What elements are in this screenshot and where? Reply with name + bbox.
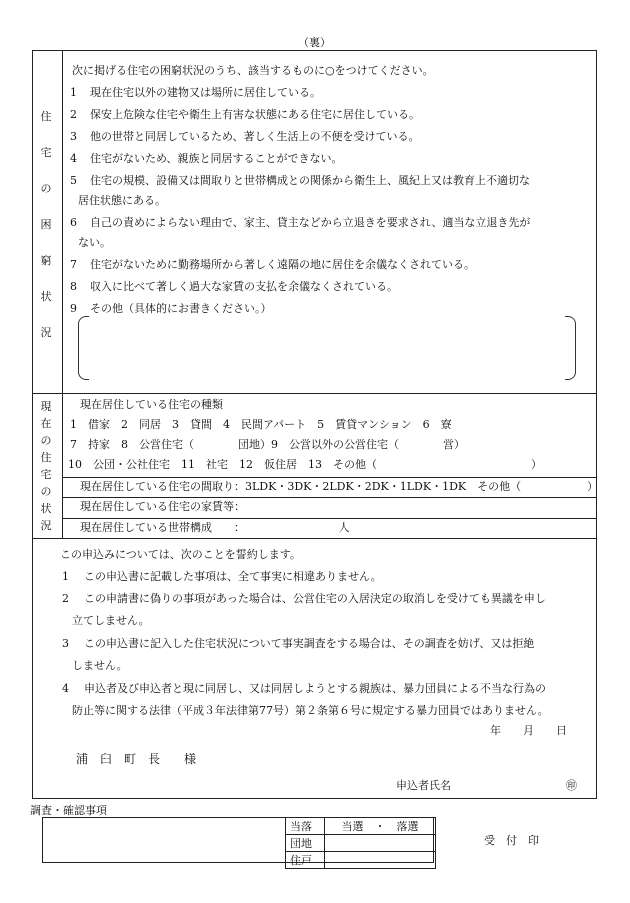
label-char: 在 [40,417,52,430]
survey-section-label: 調査・確認事項 [30,804,107,817]
pledge-item-text: この申込書に記載した事項は、全て事実に相違ありません。 [84,570,382,583]
seal-mark: ㊞ [566,779,577,792]
pledge-item-number: 2 [62,592,69,605]
label-char: 状 [40,290,52,303]
survey-row-value[interactable] [325,852,436,869]
applicant-name-label: 申込者氏名 [396,779,451,792]
hardship-item-number[interactable]: 6 [70,216,77,229]
pledge-item-number: 1 [62,570,69,583]
hardship-item-number[interactable]: 2 [70,108,77,121]
hardship-item-text: 保安上危険な住宅や衛生上有害な状態にある住宅に居住している。 [90,108,420,121]
hardship-item-number[interactable]: 8 [70,280,77,293]
survey-table [285,817,436,869]
pledge-item-number: 4 [62,682,69,695]
pledge-item-continuation: 防止等に関する法律（平成３年法律第77号）第２条第６号に規定する暴力団員ではありません。 [72,704,549,717]
label-char: の [40,182,52,195]
survey-row-head: 当落 [286,818,325,835]
pledge-item-text: この申請書に偽りの事項があった場合は、公営住宅の入居決定の取消しを受けても異議を申し [84,592,546,605]
label-char: 困 [40,218,52,231]
column-divider [62,50,63,394]
hardship-item-number[interactable]: 7 [70,258,77,271]
current-housing-label [36,398,56,534]
label-char: 状 [40,502,52,515]
survey-row-value[interactable] [325,835,436,852]
applicant-name-field[interactable] [460,778,560,793]
hardship-item-text: 自己の責めによらない理由で、家主、貸主などから立退きを要求され、適当な立退き先が [90,216,531,229]
label-char: 窮 [40,254,52,267]
pledge-item-text: 申込者及び申込者と現に同居し、又は同居しようとする親族は、暴力団員による不当な行為の [84,682,546,695]
page-title: （裏） [298,36,331,49]
label-char: 現 [40,400,52,413]
hardship-item-text: 収入に比べて著しく過大な家賃の支払を余儀なくされている。 [90,280,398,293]
label-char: 住 [40,451,52,464]
survey-row [286,835,436,852]
label-char: 況 [40,326,52,339]
hardship-item-number[interactable]: 4 [70,152,77,165]
label-char: 況 [40,519,52,532]
row-divider [62,518,597,519]
housing-type-title: 現在居住している住宅の種類 [80,398,223,411]
survey-row [286,852,436,869]
pledge-item-continuation: 立てしません。 [72,614,150,627]
label-char: 宅 [40,146,52,159]
hardship-item-number[interactable]: 3 [70,130,77,143]
survey-row-head: 住戸 [286,852,325,869]
household-row: 現在居住している世帯構成 ： 人 [80,521,350,534]
addressee: 浦 臼 町 長 様 [76,752,197,766]
hardship-item-continuation: 居住状態にある。 [78,194,166,207]
label-char: 宅 [40,468,52,481]
hardship-intro: 次に掲げる住宅の困窮状況のうち、該当するものに○をつけてください。 [72,64,434,77]
other-details-field[interactable] [90,318,560,376]
hardship-item-text: その他（具体的にお書きください。） [90,302,272,315]
pledge-item-text: この申込書に記入した住宅状況について事実調査をする場合は、その調査を妨げ、又は拒絶 [84,637,535,650]
survey-row-head: 団地 [286,835,325,852]
hardship-item-number[interactable]: 9 [70,302,77,315]
other-details-bracket-left [78,316,89,380]
hardship-item-text: 住宅がないため、親族と同居することができない。 [90,152,343,165]
pledge-intro: この申込みについては、次のことを誓約します。 [60,548,301,561]
other-details-bracket-right [565,316,576,380]
receipt-stamp-label: 受 付 印 [484,834,539,847]
label-char: の [40,485,52,498]
survey-row-value[interactable]: 当選 ・ 落選 [325,818,436,835]
label-char: の [40,434,52,447]
housing-type-row2: 7 持家 8 公営住宅（ 団地）9 公営以外の公営住宅（ 営） [70,438,465,451]
hardship-item-text: 他の世帯と同居しているため、著しく生活上の不便を受けている。 [90,130,420,143]
survey-row [286,818,436,835]
housing-type-row3: 10 公団・公社住宅 11 社宅 12 仮住居 13 その他（ ） [68,458,542,471]
rent-row: 現在居住している住宅の家賃等： [80,500,245,513]
row-divider [62,477,597,478]
hardship-item-number[interactable]: 5 [70,174,77,187]
housing-hardship-label [36,108,56,360]
hardship-item-continuation: ない。 [78,236,111,249]
pledge-item-number: 3 [62,637,69,650]
housing-type-row1: 1 借家 2 同居 3 貸間 4 民間アパート 5 賃貸マンション 6 寮 [70,418,452,431]
hardship-item-text: 現在住宅以外の建物又は場所に居住している。 [90,86,321,99]
row-divider [62,497,597,498]
hardship-item-text: 住宅の規模、設備又は間取りと世帯構成との関係から衛生上、風紀上又は教育上不適切な [90,174,530,187]
floor-plan-row: 現在居住している住宅の間取り：3LDK・3DK・2LDK・2DK・1LDK・1DK その他（ ） [80,480,599,493]
date-field[interactable]: 年 月 日 [490,724,567,737]
pledge-item-continuation: しません。 [72,659,128,672]
label-char: 住 [40,110,52,123]
hardship-item-text: 住宅がないために勤務場所から著しく遠隔の地に居住を余儀なくされている。 [90,258,475,271]
hardship-item-number[interactable]: 1 [70,86,77,99]
